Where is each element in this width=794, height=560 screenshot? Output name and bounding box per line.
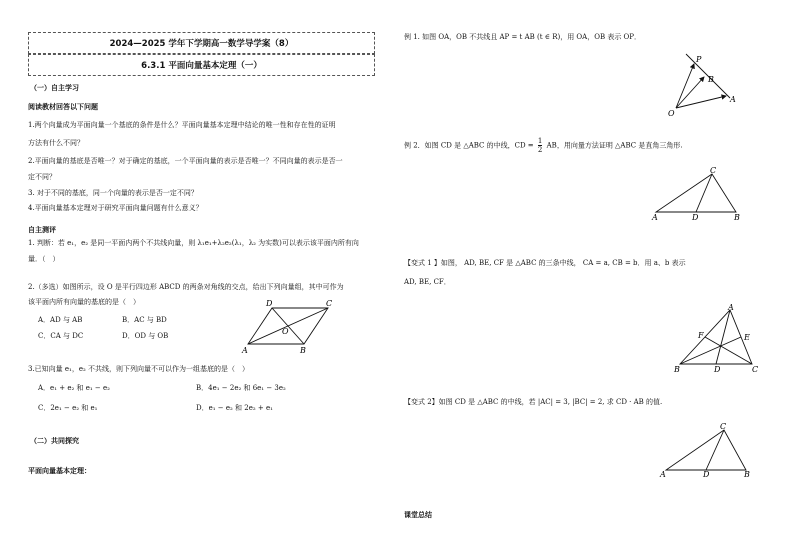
test-3-option-d: D．e₁ − e₂ 和 2e₂ + e₁ (196, 404, 273, 412)
variant-1-line-2: AD, BE, CF． (404, 278, 451, 286)
label-d: D (703, 470, 710, 478)
label-b: B (708, 75, 714, 84)
label-d: D (692, 213, 699, 222)
question-1-line-1: 1.两个向量成为平面向量一个基底的条件是什么？平面向量基本定理中结论的唯一性和存在性的证明 (28, 121, 336, 129)
label-a: A (730, 95, 736, 104)
label-a: A (242, 346, 248, 355)
label-d: D (714, 365, 721, 374)
title-box (28, 32, 375, 54)
test-2-line-2: 该平面内所有向量的基底的是（ ） (28, 298, 140, 306)
test-1-line-1: 1. 判断：若 e₁，e₂ 是同一平面内两个不共线向量，则 λ₁e₁+λ₂e₂(λ₁，λ₂ 为实数)可以表示该平面内所有向 (28, 239, 359, 247)
example-2-part-2: AB，用向量方法证明 △ABC 是直角三角形. (546, 141, 683, 150)
section-joint-inquiry: （二）共同探究 (30, 436, 79, 445)
label-e: E (744, 333, 750, 342)
test-2-option-c: C．CA 与 DC (38, 332, 84, 340)
variant-2: 【变式 2】如图 CD 是 △ABC 的中线，若 |AC| = 3, |BC| = 2, 求 CD · AB 的值. (404, 398, 663, 406)
label-c: C (752, 365, 759, 374)
question-3: 3. 对于不同的基底，同一个向量的表示是否一定不同？ (28, 189, 198, 197)
label-f: F (698, 331, 704, 340)
test-1-line-2: 量．（ ） (28, 255, 60, 263)
question-2-line-1: 2.平面向量的基底是否唯一？对于确定的基底，一个平面向量的表示是否唯一？不同向量的表示是否一 (28, 157, 343, 165)
page-subtitle: 6.3.1 平面向量基本定理（一） (141, 61, 262, 71)
variant-1-line-1: 【变式 1 】如图， AD, BE, CF 是 △ABC 的三条中线， CA = a, CB = b．用 a、b 表示 (404, 259, 686, 267)
test-3-option-c: C．2e₁ − e₂ 和 e₁ (38, 404, 98, 412)
label-b: B (300, 346, 306, 355)
question-2-line-2: 定不同？ (28, 173, 56, 181)
label-o: O (668, 109, 675, 118)
reading-heading: 阅读教材回答以下问题 (28, 102, 98, 111)
figure-parallelogram (238, 298, 350, 356)
label-b: B (674, 365, 680, 374)
example-2-part-1: 例 2．如图 CD 是 △ABC 的中线，CD = (404, 141, 534, 150)
test-3-option-b: B．4e₁ − 2e₂ 和 6e₁ − 3e₂ (196, 384, 286, 392)
figure-variant-1 (672, 302, 762, 378)
figure-example-1 (664, 50, 746, 120)
label-a: A (660, 470, 666, 478)
label-b: B (744, 470, 750, 478)
label-c: C (720, 422, 727, 431)
label-o: O (282, 327, 289, 336)
test-2-option-a: A．AD 与 AB (38, 316, 83, 324)
fraction-denominator: 2 (537, 146, 543, 154)
question-1-line-2: 方法有什么不同？ (28, 139, 84, 147)
question-4: 4.平面向量基本定理对于研究平面向量问题有什么意义？ (28, 204, 203, 212)
class-summary: 课堂总结 (404, 510, 432, 519)
page-title: 2024—2025 学年下学期高一数学导学案（8） (109, 39, 294, 49)
figure-variant-2 (658, 420, 754, 478)
label-d: D (266, 299, 273, 308)
test-3-line-1: 3.已知向量 e₁，e₂ 不共线，则下列向量不可以作为一组基底的是（ ） (28, 365, 250, 373)
label-a: A (652, 213, 658, 222)
theorem-heading: 平面向量基本定理： (28, 466, 91, 475)
test-2-option-d: D．OD 与 OB (122, 332, 169, 340)
label-c: C (326, 299, 333, 308)
label-c: C (710, 166, 717, 175)
section-self-study: （一）自主学习 (30, 83, 79, 92)
label-p: P (696, 55, 702, 64)
label-b: B (734, 213, 740, 222)
fraction-numerator: 1 (537, 137, 543, 145)
test-2-option-b: B．AC 与 BD (122, 316, 167, 324)
test-3-option-a: A．e₁ + e₂ 和 e₁ − e₂ (38, 384, 110, 392)
example-2-text (404, 137, 683, 154)
figure-example-2 (648, 166, 746, 222)
example-1: 例 1. 如图 OA，OB 不共线且 AP = t AB (t ∈ R)，用 OA，OB 表示 OP． (404, 33, 642, 41)
subtitle-box (28, 54, 375, 76)
example-2-fraction (538, 137, 542, 154)
label-a: A (728, 303, 734, 312)
self-test-heading: 自主测评 (28, 225, 56, 234)
test-2-line-1: 2.（多选）如图所示，设 O 是平行四边形 ABCD 的两条对角线的交点，给出下列向量组，其中可作为 (28, 283, 344, 291)
